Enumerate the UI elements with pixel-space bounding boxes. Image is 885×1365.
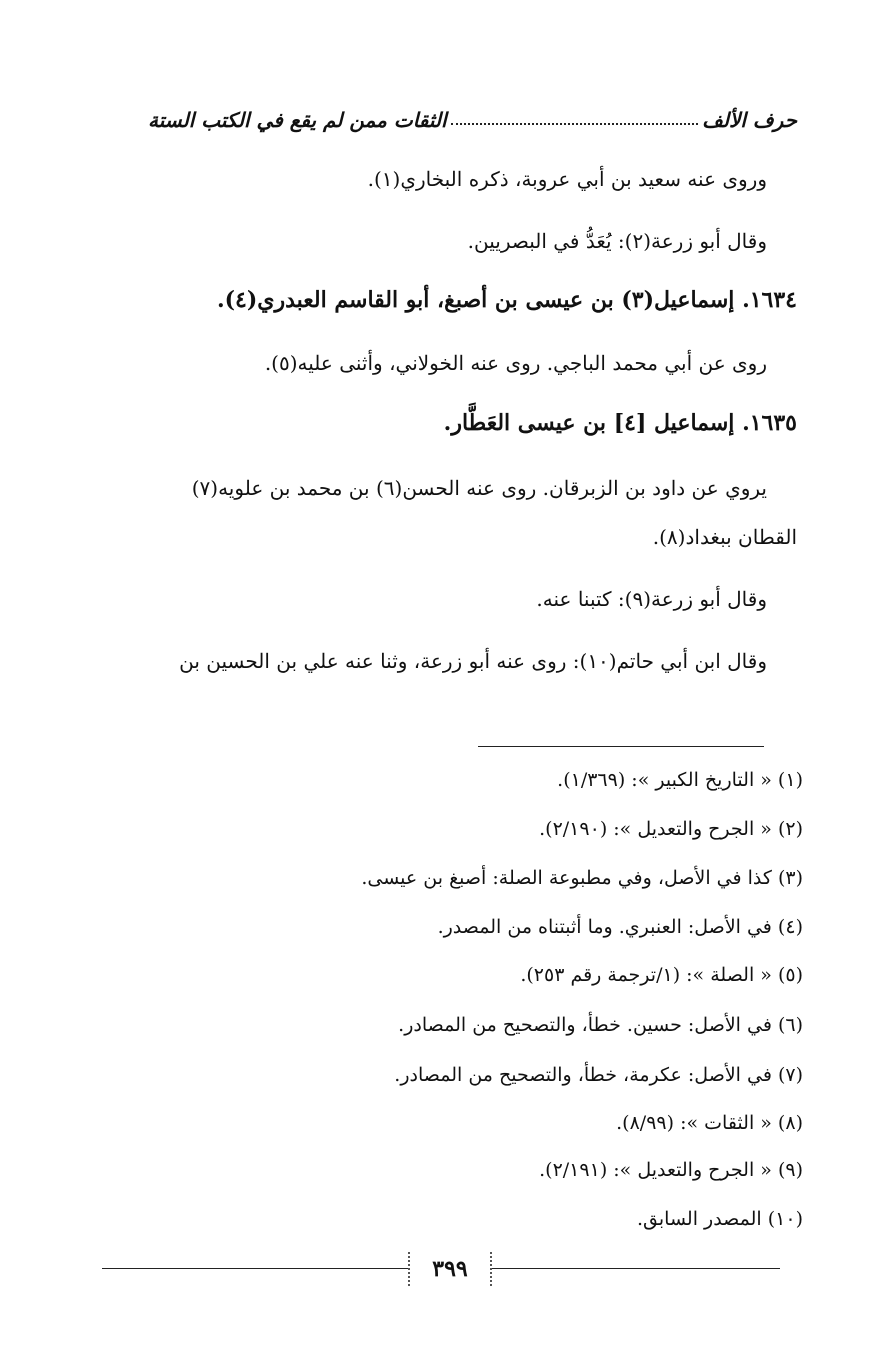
page-number: ٣٩٩ <box>408 1252 492 1286</box>
entry-1634-heading: ١٦٣٤. إسماعيل(٣) بن عيسى بن أصبغ، أبو القاسم العبدري(٤). <box>216 287 797 313</box>
footnote-6: (٦) في الأصل: حسين. خطأ، والتصحيح من المصادر. <box>398 1014 803 1036</box>
body-line-8: وقال أبو زرعة(٩): كتبنا عنه. <box>536 587 767 611</box>
header-chapter: حرف الألف <box>702 108 797 132</box>
footnote-10: (١٠) المصدر السابق. <box>637 1208 803 1230</box>
footer-rule-left <box>102 1268 408 1269</box>
body-line-9: وقال ابن أبي حاتم(١٠): روى عنه أبو زرعة، وثنا عنه علي بن الحسين بن <box>179 649 767 673</box>
footnote-2: (٢) « الجرح والتعديل »: (٢/١٩٠). <box>539 818 803 840</box>
body-line-1: وروى عنه سعيد بن أبي عروبة، ذكره البخاري(١). <box>367 167 767 191</box>
footnote-separator <box>478 746 764 747</box>
header-book-title: الثقات ممن لم يقع في الكتب الستة <box>148 108 447 132</box>
entry-1635-heading: ١٦٣٥. إسماعيل [٤] بن عيسى العَطَّار. <box>443 410 797 436</box>
running-header <box>148 96 797 132</box>
footnote-4: (٤) في الأصل: العنبري. وما أثبتناه من المصدر. <box>437 916 803 938</box>
body-line-7: القطان ببغداد(٨). <box>652 525 797 549</box>
footnote-7: (٧) في الأصل: عكرمة، خطأ، والتصحيح من المصادر. <box>394 1064 803 1086</box>
footnote-5: (٥) « الصلة »: (١/ترجمة رقم ٢٥٣). <box>520 964 803 986</box>
footnote-1: (١) « التاريخ الكبير »: (١/٣٦٩). <box>557 769 803 791</box>
footer-rule-right <box>488 1268 780 1269</box>
body-line-2: وقال أبو زرعة(٢): يُعَدُّ في البصريين. <box>467 229 767 253</box>
body-line-6: يروي عن داود بن الزبرقان. روى عنه الحسن(٦) بن محمد بن علويه(٧) <box>191 476 767 500</box>
footnote-8: (٨) « الثقات »: (٨/٩٩). <box>616 1112 803 1134</box>
footnote-9: (٩) « الجرح والتعديل »: (٢/١٩١). <box>539 1159 803 1181</box>
footnote-3: (٣) كذا في الأصل، وفي مطبوعة الصلة: أصبغ بن عيسى. <box>361 867 803 889</box>
header-dots <box>451 123 699 125</box>
body-line-4: روى عن أبي محمد الباجي. روى عنه الخولاني، وأثنى عليه(٥). <box>264 351 767 375</box>
